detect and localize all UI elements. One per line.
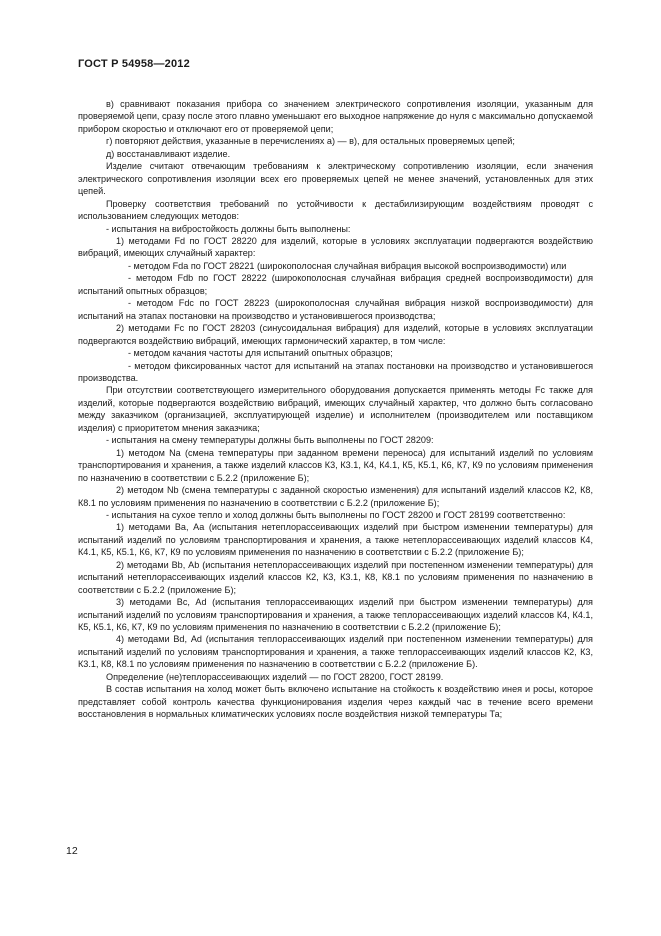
paragraph-heat-dissipation-definition: Определение (не)теплорассеивающих изделий — по ГОСТ 28200, ГОСТ 28199. <box>106 671 444 682</box>
paragraph-method-fdc: - методом Fdc по ГОСТ 28223 (широкополосная случайная вибрация низкой воспроизводимости) для испытаний на этапах постановки на производство и установившегося производства; <box>78 298 593 321</box>
paragraph-dry-heat-cold: - испытания на сухое тепло и холод должны быть выполнены по ГОСТ 28200 и ГОСТ 28199 соответственно: <box>106 509 566 520</box>
paragraph-methods-intro: Проверку соответствия требований по устойчивости к дестабилизирующим воздействиям проводят с использованием следующих методов: <box>78 198 593 222</box>
standard-header: ГОСТ Р 54958—2012 <box>78 58 190 70</box>
paragraph-temperature-change: - испытания на смену температуры должны быть выполнены по ГОСТ 28209: <box>106 435 434 446</box>
body-text <box>78 98 593 721</box>
paragraph-methods-bd-ad: 4) методами Вd, Аd (испытания теплорассеивающих изделий при постепенном изменении температуры) для испытаний изделий по условиям транспортирования и хранения, а также теплорассеивающих изделий классов К2, К3, К3.1, К8, К8.1 по условиям применения по назначению в соответствии с Б.2.2 (приложение Б). <box>78 634 593 670</box>
paragraph-vibration-fd: 1) методами Fd по ГОСТ 28220 для изделий, которые в условиях эксплуатации подвергаются воздействию вибраций, имеющих случайный характер: <box>78 235 593 259</box>
paragraph-method-fda: - методом Fda по ГОСТ 28221 (широкополосная случайная вибрация высокой воспроизводимости) или <box>128 260 567 271</box>
paragraph-frequency-sweep: - методом качания частоты для испытаний опытных образцов; <box>128 348 393 359</box>
paragraph-insulation-conclusion: Изделие считают отвечающим требованиям к электрическому сопротивлению изоляции, если значения электрического сопротивления изоляции всех его проверяемых цепей не менее значений, установленных для этих цепей. <box>78 161 593 197</box>
paragraph-methods-bb-ab: 2) методами Вb, Аb (испытания нетеплорассеивающих изделий при постепенном изменении температуры) для испытаний нетеплорассеивающих изделий классов К2, К3, К3.1, К8, К8.1 по условиям применения по назначению в соответствии с Б.2.2 (приложение Б); <box>78 559 593 595</box>
paragraph-item-d: д) восстанавливают изделие. <box>106 148 231 159</box>
paragraph-fixed-frequencies: - методом фиксированных частот для испытаний на этапах постановки на производство и установившегося производства. <box>78 360 593 383</box>
paragraph-item-g: г) повторяют действия, указанные в перечислениях а) — в), для остальных проверяемых цепей; <box>106 136 515 147</box>
paragraph-method-na: 1) методом Na (смена температуры при заданном времени переноса) для испытаний изделий по условиям транспортирования и хранения, а также изделий классов К3, К3.1, К4, К4.1, К5, К5.1, К6, К7, К9 по условиям применения по назначению в соответствии с Б.2.2 (приложение Б); <box>78 447 593 483</box>
paragraph-vibration-fc: 2) методами Fc по ГОСТ 28203 (синусоидальная вибрация) для изделий, которые в условиях эксплуатации подвергаются воздействию вибраций, имеющих гармонический характер, в том числе: <box>78 323 593 346</box>
paragraph-method-fdb: - методом Fdb по ГОСТ 28222 (широкополосная случайная вибрация средней воспроизводимости) для испытаний опытных образцов; <box>78 273 593 296</box>
paragraph-methods-ba-aa: 1) методами Ва, Аа (испытания нетеплорассеивающих изделий при быстром изменении температуры) для испытаний изделий по условиям транспортирования и хранения, а также нетеплорассеивающих изделий классов К4, К4.1, К5, К5.1, К6, К7, К9 по условиям применения по назначению в соответствии с Б.2.2 (приложение Б); <box>78 522 593 558</box>
paragraph-method-nb: 2) методом Nb (смена температуры с заданной скоростью изменения) для испытаний изделий классов К2, К8, К8.1 по условиям применения по назначению в соответствии с Б.2.2 (приложение Б); <box>78 485 593 508</box>
paragraph-frost-dew-test: В состав испытания на холод может быть включено испытание на стойкость к воздействию инея и росы, которое представляет собой контроль качества функционирования изделия через каждый час в течение всего времени восстановления в нормальных климатических условиях после воздействия низкой температуры Та; <box>78 684 593 720</box>
paragraph-fc-allowance: При отсутствии соответствующего измерительного оборудования допускается применять методы Fc также для изделий, которые подвергаются воздействию вибраций, имеющих случайный характер, что должно быть согласовано между заказчиком (организацией, эксплуатирующей изделие) и исполнителем (производителем или поставщиком изделия) с приоритетом мнения заказчика; <box>78 385 593 433</box>
paragraph-vibration-tests: - испытания на вибростойкость должны быть выполнены: <box>106 223 351 234</box>
paragraph-item-v: в) сравнивают показания прибора со значением электрического сопротивления изоляции, указанным для проверяемой цепи, сразу после этого плавно уменьшают его выходное напряжение до нуля с максимально допускаемой прибором скоростью и отключают его от проверяемой цепи; <box>78 99 593 134</box>
paragraph-methods-bc-ad: 3) методами Вс, Аd (испытания теплорассеивающих изделий при быстром изменении температуры) для испытаний изделий по условиям транспортирования и хранения, а также теплорассеивающих изделий классов К4, К4.1, К5, К5.1, К6, К7, К9 по условиям применения по назначению в соответствии с Б.2.2 (приложение Б); <box>78 597 593 633</box>
page-number: 12 <box>66 845 78 857</box>
